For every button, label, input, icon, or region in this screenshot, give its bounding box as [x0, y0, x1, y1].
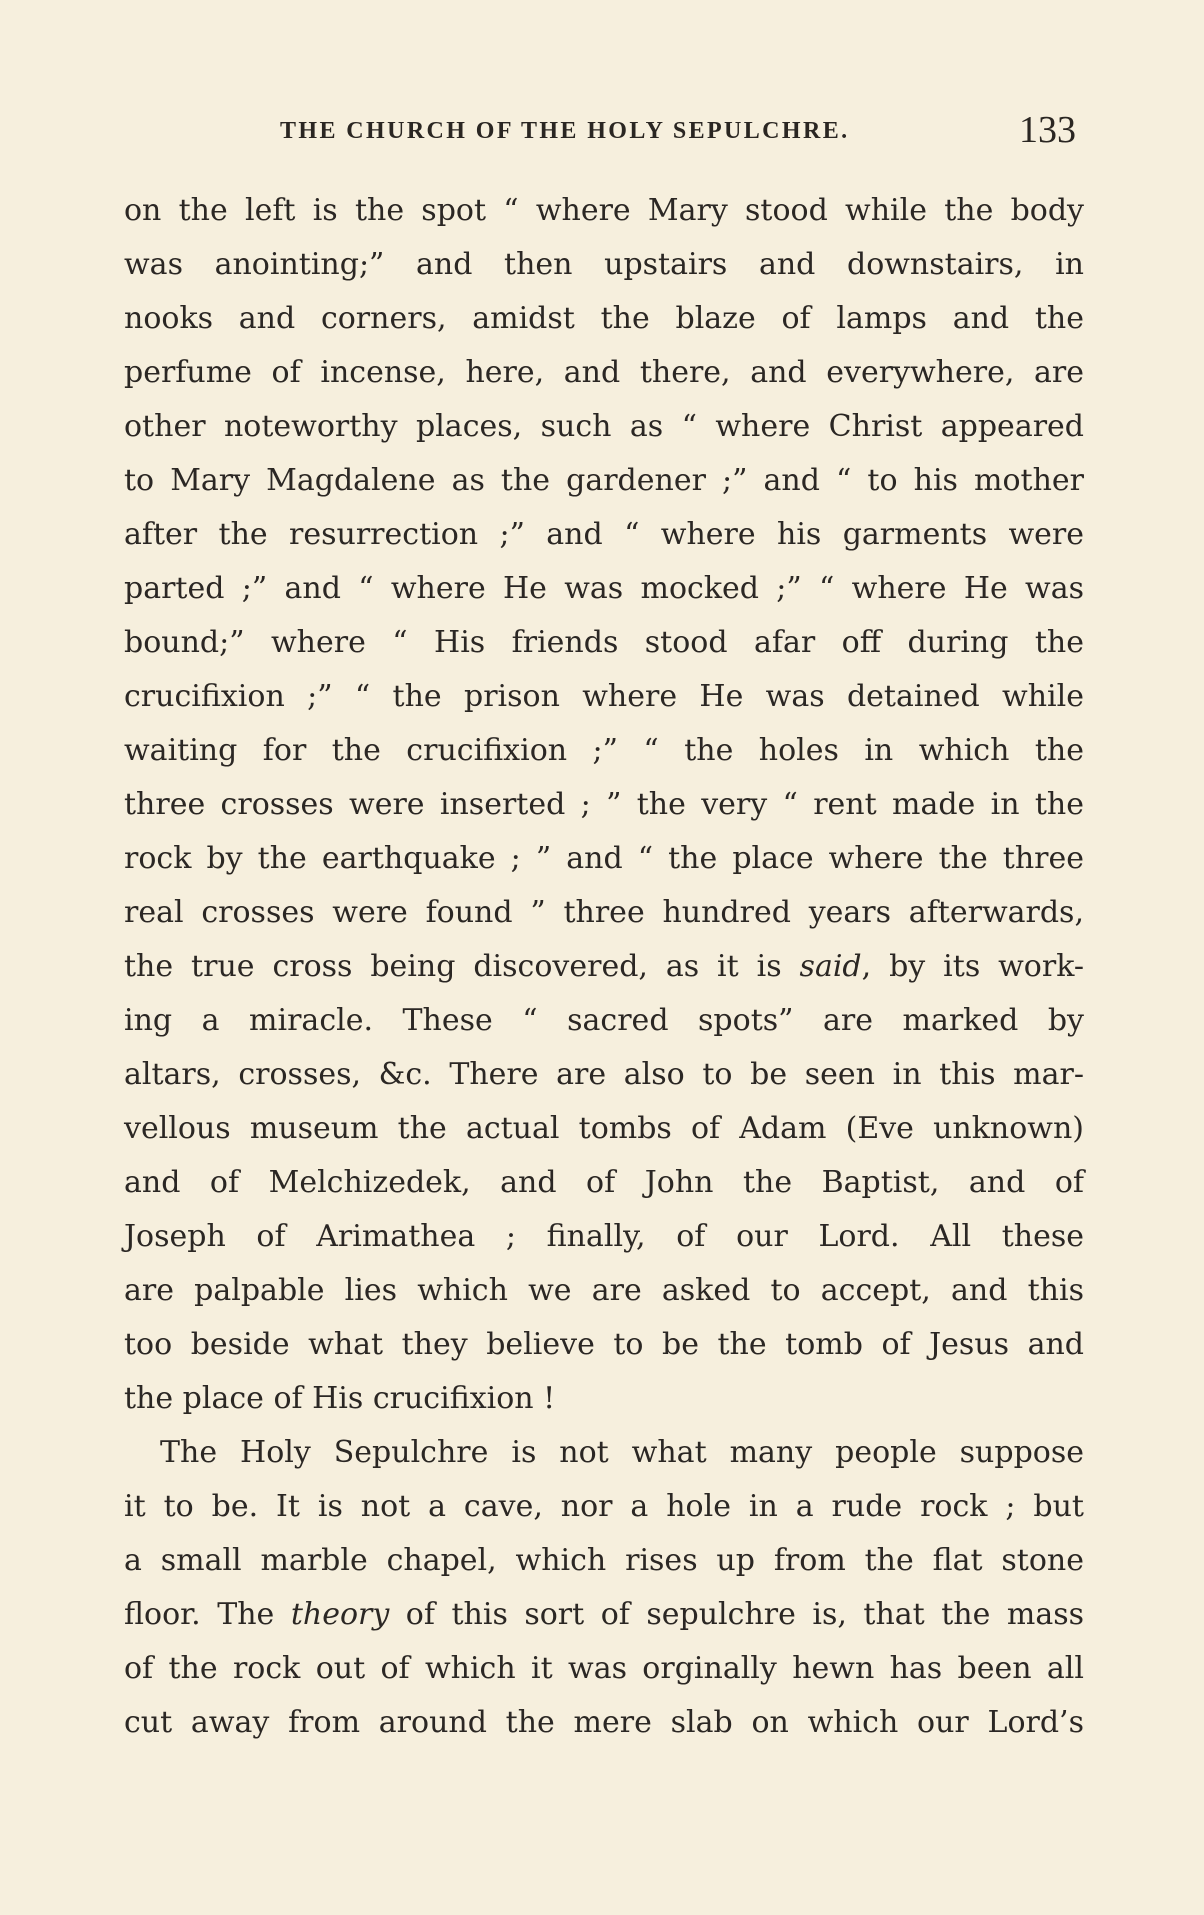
text-line: real crosses were found ” three hundred years afterwards, — [124, 895, 1084, 930]
text-line: altars, crosses, &c. There are also to be seen in this mar- — [124, 1057, 1084, 1092]
text-line: it to be. It is not a cave, nor a hole in a rude rock ; but — [124, 1489, 1084, 1524]
text-line: to Mary Magdalene as the gardener ;” and “ to his mother — [124, 463, 1084, 498]
text-line: crucifixion ;” “ the prison where He was detained while — [124, 679, 1084, 714]
text-line: on the left is the spot “ where Mary stood while the body — [124, 193, 1084, 228]
text-line: other noteworthy places, such as “ where Christ appeared — [124, 409, 1084, 444]
text-segment: floor. The — [124, 1597, 291, 1632]
text-line: the place of His crucifixion ! — [124, 1381, 556, 1416]
text-line: of the rock out of which it was orginally hewn has been all — [124, 1651, 1084, 1686]
text-segment: the true cross being discovered, as it is — [124, 949, 800, 984]
text-line: vellous museum the actual tombs of Adam (Eve unknown) — [124, 1111, 1084, 1146]
text-line: three crosses were inserted ; ” the very “ rent made in the — [124, 787, 1084, 822]
page-number: 133 — [1019, 109, 1076, 151]
text-line: perfume of incense, here, and there, and everywhere, are — [124, 355, 1084, 390]
text-line: was anointing;” and then upstairs and downstairs, in — [124, 247, 1084, 282]
text-line: waiting for the crucifixion ;” “ the holes in which the — [124, 733, 1084, 768]
running-head — [124, 108, 1084, 158]
text-line: ing a miracle. These “ sacred spots” are marked by — [124, 1003, 1084, 1038]
text-segment: of this sort of sepulchre is, that the mass — [389, 1597, 1084, 1632]
text-line: after the resurrection ;” and “ where his garments were — [124, 517, 1084, 552]
text-line: bound;” where “ His friends stood afar off during the — [124, 625, 1084, 660]
running-title: THE CHURCH OF THE HOLY SEPULCHRE. — [280, 118, 850, 144]
body-text — [124, 184, 1084, 1750]
text-line — [124, 940, 1084, 994]
italic-word: said — [799, 949, 862, 984]
text-line: rock by the earthquake ; ” and “ the place where the three — [124, 841, 1084, 876]
text-line: Joseph of Arimathea ; finally, of our Lord. All these — [124, 1219, 1084, 1254]
text-line: cut away from around the mere slab on which our Lord’s — [124, 1705, 1084, 1740]
text-line: are palpable lies which we are asked to accept, and this — [124, 1273, 1084, 1308]
text-line: too beside what they believe to be the tomb of Jesus and — [124, 1327, 1084, 1362]
text-line — [124, 1588, 1084, 1642]
text-line: nooks and corners, amidst the blaze of lamps and the — [124, 301, 1084, 336]
text-line: and of Melchizedek, and of John the Baptist, and of — [124, 1165, 1084, 1200]
paragraph-start-line: The Holy Sepulchre is not what many people suppose — [160, 1435, 1084, 1470]
italic-word: theory — [290, 1597, 390, 1632]
text-line: parted ;” and “ where He was mocked ;” “ where He was — [124, 571, 1084, 606]
text-segment: , by its work- — [861, 949, 1084, 984]
text-line: a small marble chapel, which rises up from the flat stone — [124, 1543, 1084, 1578]
